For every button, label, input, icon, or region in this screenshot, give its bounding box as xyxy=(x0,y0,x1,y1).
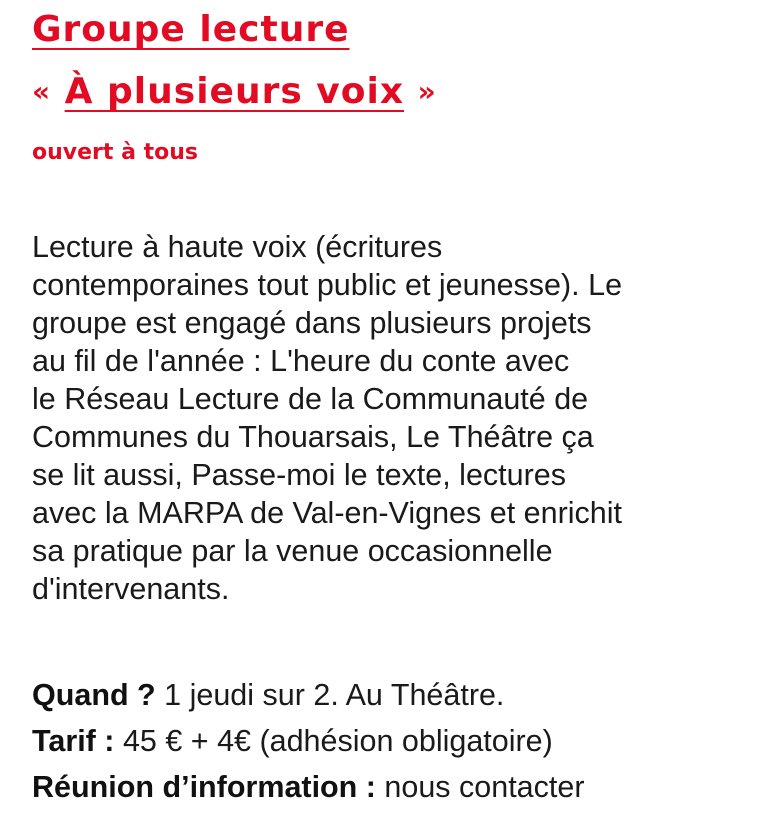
description-line: groupe est engagé dans plusieurs projets xyxy=(32,306,592,340)
info-price xyxy=(32,722,772,760)
description-line: au fil de l'année : L'heure du conte avec xyxy=(32,344,570,378)
description-line: le Réseau Lecture de la Communauté de xyxy=(32,382,589,416)
price-label: Tarif : xyxy=(32,724,115,758)
description-line: Lecture à haute voix (écritures xyxy=(32,230,443,264)
meeting-value: nous contacter xyxy=(384,770,585,804)
title-groupe-lecture: Groupe lecture xyxy=(32,9,350,50)
opening-quote: « xyxy=(32,75,52,108)
description-line: d'intervenants. xyxy=(32,572,230,606)
when-value: 1 jeudi sur 2. Au Théâtre. xyxy=(164,678,505,712)
meeting-label: Réunion d’information : xyxy=(32,770,376,804)
info-meeting xyxy=(32,768,772,806)
subtitle-open-to-all: ouvert à tous xyxy=(32,140,198,165)
description-line: Communes du Thouarsais, Le Théâtre ça xyxy=(32,420,594,454)
price-value: 45 € + 4€ (adhésion obligatoire) xyxy=(122,724,553,758)
when-label: Quand ? xyxy=(32,678,156,712)
description-paragraph xyxy=(32,228,772,608)
closing-quote: » xyxy=(417,75,437,108)
description-line: sa pratique par la venue occasionnelle xyxy=(32,534,553,568)
title-a-plusieurs-voix: À plusieurs voix xyxy=(64,71,405,112)
title-line-2 xyxy=(32,70,437,114)
info-when xyxy=(32,676,772,714)
description-line: se lit aussi, Passe-moi le texte, lectures xyxy=(32,458,566,492)
title-line-1 xyxy=(32,8,350,52)
description-line: avec la MARPA de Val-en-Vignes et enrichit xyxy=(32,496,622,530)
description-line: contemporaines tout public et jeunesse). Le xyxy=(32,268,623,302)
